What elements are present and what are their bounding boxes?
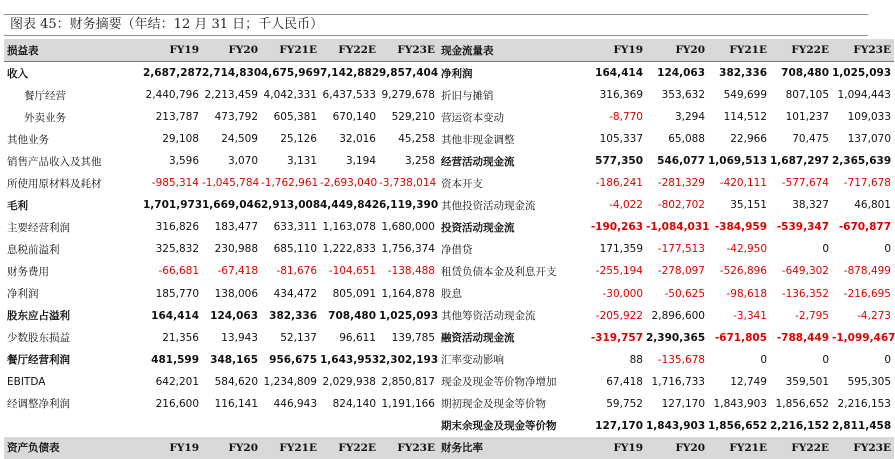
table-row — [438, 194, 894, 216]
row-value: 605,381 — [273, 111, 317, 124]
row-value: 348,165 — [210, 353, 258, 366]
row-value: 3,294 — [674, 111, 705, 124]
row-value: -2,693,040 — [320, 177, 378, 190]
section-title: 财务比率 — [438, 437, 584, 459]
row-value: 1,222,833 — [322, 243, 376, 256]
row-value — [320, 415, 379, 437]
table-row — [438, 62, 894, 85]
row-label: 销售产品收入及其他 — [7, 155, 102, 168]
row-value: -319,757 — [590, 331, 643, 344]
row-value: 1,716,733 — [651, 375, 705, 388]
row-value: 0 — [822, 353, 829, 366]
row-value: 0 — [884, 243, 891, 256]
row-value: 1,856,652 — [708, 419, 768, 432]
row-label: 现金及现金等价物净增加 — [441, 376, 557, 389]
row-value: 127,170 — [595, 419, 643, 432]
row-value: 2,440,796 — [145, 89, 199, 102]
row-value: 164,414 — [584, 62, 646, 85]
row-value: -4,022 — [609, 199, 643, 212]
row-value: 185,770 — [155, 287, 199, 300]
row-value: 2,687,287 — [143, 62, 202, 85]
row-value: 59,752 — [606, 397, 643, 410]
row-value: 1,687,297 — [770, 155, 830, 168]
table-row — [438, 260, 894, 282]
column-header: FY21E — [708, 39, 770, 62]
row-label: 其他非现金调整 — [441, 133, 515, 146]
row-value: -3,341 — [733, 309, 767, 322]
table-row — [438, 393, 894, 415]
row-value — [379, 415, 438, 437]
column-header: FY23E — [379, 437, 438, 459]
row-value: -788,449 — [776, 331, 829, 344]
column-header: FY22E — [770, 39, 832, 62]
row-value: 956,675 — [269, 353, 317, 366]
row-label: 其他筹资活动现金流 — [441, 310, 536, 323]
row-value: -420,111 — [719, 177, 767, 190]
row-value: 3,194 — [345, 155, 376, 168]
row-label: 收入 — [4, 62, 143, 85]
row-value: 9,857,404 — [379, 62, 438, 85]
row-value: 325,832 — [155, 243, 199, 256]
row-value: -1,099,467 — [832, 331, 895, 344]
cash-flow-table — [438, 39, 894, 459]
row-value: 633,311 — [273, 221, 317, 234]
row-value: -50,625 — [664, 287, 705, 300]
row-value: 137,070 — [847, 133, 891, 146]
row-value: 446,943 — [273, 397, 317, 410]
row-label — [4, 415, 143, 437]
row-label: 股息 — [441, 288, 462, 301]
table-row — [438, 415, 894, 437]
row-value: 1,843,903 — [646, 419, 706, 432]
row-label: 经营活动现金流 — [441, 155, 515, 168]
row-value: 2,913,008 — [261, 199, 321, 212]
row-label: 毛利 — [7, 199, 28, 212]
row-value: -526,896 — [719, 265, 767, 278]
row-label: 资本开支 — [441, 177, 483, 190]
row-value: 25,126 — [280, 133, 317, 146]
row-value: -278,097 — [657, 265, 705, 278]
row-label: 主要经营利润 — [7, 221, 70, 234]
row-value: 0 — [760, 353, 767, 366]
table-row — [438, 128, 894, 150]
table-row — [4, 327, 438, 349]
row-label: 净利润 — [438, 62, 584, 85]
row-value: 67,418 — [606, 375, 643, 388]
row-value: 353,632 — [661, 89, 705, 102]
row-value: 1,669,046 — [202, 199, 262, 212]
column-header: FY20 — [646, 437, 708, 459]
table-row — [4, 371, 438, 393]
row-label: 所使用原材料及耗材 — [7, 177, 102, 190]
row-value: 21,356 — [162, 331, 199, 344]
row-value: 473,792 — [214, 111, 258, 124]
table-row — [4, 216, 438, 238]
row-value: -67,418 — [217, 265, 258, 278]
table-row — [4, 415, 438, 437]
row-value: 138,006 — [214, 287, 258, 300]
row-value: -81,676 — [276, 265, 317, 278]
row-value: 124,063 — [646, 62, 708, 85]
row-value: 546,077 — [657, 155, 705, 168]
row-value: 2,216,153 — [837, 397, 891, 410]
row-value: 1,094,443 — [837, 89, 891, 102]
row-value: 382,336 — [708, 62, 770, 85]
row-label: 外卖业务 — [24, 111, 66, 124]
row-label: 餐厅经营利润 — [7, 354, 70, 367]
column-header: FY22E — [770, 437, 832, 459]
table-row — [438, 283, 894, 305]
table-row — [438, 172, 894, 194]
row-value: 0 — [884, 353, 891, 366]
row-value: 434,472 — [273, 287, 317, 300]
row-value: 35,151 — [730, 199, 767, 212]
row-value: 359,501 — [785, 375, 829, 388]
row-value: -802,702 — [657, 199, 705, 212]
row-value: -1,084,031 — [646, 221, 710, 234]
row-value: 670,140 — [332, 111, 376, 124]
row-value: 0 — [822, 243, 829, 256]
row-label: 经调整净利润 — [7, 398, 70, 411]
column-header: FY19 — [584, 437, 646, 459]
row-value: 2,850,817 — [381, 375, 435, 388]
row-value: 642,201 — [155, 375, 199, 388]
column-header: FY22E — [320, 39, 379, 62]
row-label: 股东应占溢利 — [7, 310, 70, 323]
row-value: 29,108 — [162, 133, 199, 146]
row-label: 租赁负债本金及利息开支 — [441, 265, 557, 278]
row-value: -66,681 — [158, 265, 199, 278]
row-label: 其他业务 — [7, 133, 49, 146]
row-value: 1,191,166 — [381, 397, 435, 410]
row-value — [143, 415, 202, 437]
row-value: -539,347 — [776, 221, 829, 234]
row-value: 32,016 — [339, 133, 376, 146]
row-label: 期初现金及现金等价物 — [441, 398, 546, 411]
row-value: -138,488 — [387, 265, 435, 278]
row-value: 549,699 — [723, 89, 767, 102]
table-row — [438, 150, 894, 172]
row-value: 2,302,193 — [379, 353, 439, 366]
table-header — [4, 39, 438, 62]
table-row — [4, 106, 438, 128]
table-row — [4, 172, 438, 194]
table-row — [438, 349, 894, 371]
row-value: 2,213,459 — [204, 89, 258, 102]
column-header: FY21E — [261, 437, 320, 459]
row-value: -3,738,014 — [379, 177, 437, 190]
row-value: 105,337 — [599, 133, 643, 146]
row-label: 投资活动现金流 — [441, 221, 515, 234]
row-value: 3,596 — [168, 155, 199, 168]
row-value: -878,499 — [843, 265, 891, 278]
row-value: 114,512 — [723, 111, 767, 124]
row-value: -1,045,784 — [202, 177, 260, 190]
column-header: FY21E — [261, 39, 320, 62]
column-header: FY23E — [379, 39, 438, 62]
row-value: 2,811,458 — [832, 419, 892, 432]
row-value: 805,091 — [332, 287, 376, 300]
row-value: 22,966 — [730, 133, 767, 146]
table-row — [4, 393, 438, 415]
table-row — [438, 84, 894, 106]
row-value: -104,651 — [328, 265, 376, 278]
row-value: -2,795 — [795, 309, 829, 322]
row-value: 124,063 — [210, 309, 258, 322]
table-row — [438, 216, 894, 238]
row-value: 595,305 — [847, 375, 891, 388]
row-value: 1,164,878 — [381, 287, 435, 300]
row-value: 807,105 — [785, 89, 829, 102]
section-title: 现金流量表 — [438, 39, 584, 62]
table-row — [4, 349, 438, 371]
row-value: 3,258 — [404, 155, 435, 168]
row-label: 汇率变动影响 — [441, 354, 504, 367]
row-value: 116,141 — [214, 397, 258, 410]
row-value: 13,943 — [221, 331, 258, 344]
table-row — [4, 260, 438, 282]
row-value: 1,025,093 — [379, 309, 439, 322]
row-value: 316,369 — [599, 89, 643, 102]
row-label: 期末余现金及现金等价物 — [441, 420, 557, 433]
row-value: -42,950 — [726, 243, 767, 256]
row-label: EBITDA — [7, 375, 46, 388]
row-value: 4,449,842 — [320, 199, 380, 212]
row-value: 88 — [629, 353, 643, 366]
row-label: 少数股东损益 — [7, 332, 70, 345]
row-value: -384,959 — [714, 221, 767, 234]
row-label: 营运资本变动 — [441, 111, 504, 124]
table-row — [4, 238, 438, 260]
table-row — [4, 283, 438, 305]
row-value: -205,922 — [595, 309, 643, 322]
row-value: 1,069,513 — [708, 155, 768, 168]
figure-title: 图表 45：财务摘要（年结：12 月 31 日；千人民币） — [4, 14, 868, 36]
row-label: 息税前溢利 — [7, 243, 60, 256]
row-value: 52,137 — [280, 331, 317, 344]
section-title: 资产负债表 — [4, 437, 143, 459]
row-value: 2,390,365 — [646, 331, 706, 344]
row-value: 6,437,533 — [322, 89, 376, 102]
row-label: 融资活动现金流 — [441, 332, 515, 345]
financial-summary — [4, 39, 895, 459]
row-value — [261, 415, 320, 437]
table-row — [438, 371, 894, 393]
row-value: -136,352 — [781, 287, 829, 300]
row-value: 96,611 — [339, 331, 376, 344]
row-value: 38,327 — [792, 199, 829, 212]
row-value: -135,678 — [657, 353, 705, 366]
row-value: 2,714,830 — [202, 62, 261, 85]
row-value: -30,000 — [602, 287, 643, 300]
column-header: FY20 — [202, 437, 261, 459]
row-value: 2,365,639 — [832, 155, 892, 168]
section-title: 损益表 — [4, 39, 143, 62]
row-value: 164,414 — [151, 309, 199, 322]
row-value: -717,678 — [843, 177, 891, 190]
row-value: 1,701,973 — [143, 199, 203, 212]
column-header: FY19 — [143, 437, 202, 459]
row-value: 584,620 — [214, 375, 258, 388]
row-value: -186,241 — [595, 177, 643, 190]
column-header: FY21E — [708, 437, 770, 459]
row-value: 1,234,809 — [263, 375, 317, 388]
row-value: 1,163,078 — [322, 221, 376, 234]
row-value: 7,142,882 — [320, 62, 379, 85]
row-value: 708,480 — [328, 309, 376, 322]
income-statement-table — [4, 39, 438, 459]
row-value: 3,070 — [227, 155, 258, 168]
column-header: FY23E — [832, 39, 894, 62]
table-row — [4, 194, 438, 216]
row-value: 24,509 — [221, 133, 258, 146]
table-row — [4, 150, 438, 172]
table-row — [4, 128, 438, 150]
row-label: 净利润 — [7, 288, 39, 301]
row-value: 6,119,390 — [379, 199, 439, 212]
row-value: 216,600 — [155, 397, 199, 410]
table-row — [438, 238, 894, 260]
row-value: 1,756,374 — [381, 243, 435, 256]
row-value: -649,302 — [781, 265, 829, 278]
row-value: 3,131 — [286, 155, 317, 168]
column-header: FY22E — [320, 437, 379, 459]
row-value: 316,826 — [155, 221, 199, 234]
row-value: -671,805 — [714, 331, 767, 344]
table-row — [438, 327, 894, 349]
table-row — [4, 305, 438, 327]
row-value: 45,258 — [398, 133, 435, 146]
row-value: 9,279,678 — [381, 89, 435, 102]
row-value: -985,314 — [151, 177, 199, 190]
next-section-header — [4, 437, 438, 459]
row-value: 2,029,938 — [322, 375, 376, 388]
row-value: -190,263 — [590, 221, 643, 234]
row-value: 101,237 — [785, 111, 829, 124]
row-value: 2,216,152 — [770, 419, 830, 432]
column-header: FY20 — [646, 39, 708, 62]
row-value: 183,477 — [214, 221, 258, 234]
row-value: 1,025,093 — [832, 62, 894, 85]
table-row — [438, 106, 894, 128]
row-value: -255,194 — [595, 265, 643, 278]
row-value: 1,643,953 — [320, 353, 380, 366]
table-row — [438, 305, 894, 327]
row-value: 708,480 — [770, 62, 832, 85]
row-value: 46,801 — [854, 199, 891, 212]
row-value: 1,843,903 — [713, 397, 767, 410]
row-value: 70,475 — [792, 133, 829, 146]
row-value: -670,877 — [838, 221, 891, 234]
row-value: 4,675,969 — [261, 62, 320, 85]
table-row — [4, 62, 438, 85]
row-label: 其他投资活动现金流 — [441, 199, 536, 212]
column-header: FY19 — [584, 39, 646, 62]
table-row — [4, 84, 438, 106]
row-value: 171,359 — [599, 243, 643, 256]
row-value: -281,329 — [657, 177, 705, 190]
row-value: 2,896,600 — [651, 309, 705, 322]
row-value: -1,762,961 — [261, 177, 319, 190]
row-value: 230,988 — [214, 243, 258, 256]
row-value: -177,513 — [657, 243, 705, 256]
row-value: 382,336 — [269, 309, 317, 322]
column-header: FY19 — [143, 39, 202, 62]
row-value: -98,618 — [726, 287, 767, 300]
row-value: 213,787 — [155, 111, 199, 124]
table-header — [438, 39, 894, 62]
row-value: 685,110 — [273, 243, 317, 256]
column-header: FY23E — [832, 437, 894, 459]
row-label: 餐厅经营 — [24, 89, 66, 102]
row-value: 127,170 — [661, 397, 705, 410]
row-value: -4,273 — [857, 309, 891, 322]
column-header: FY20 — [202, 39, 261, 62]
row-value: -577,674 — [781, 177, 829, 190]
row-value: 481,599 — [151, 353, 199, 366]
row-value: 109,033 — [847, 111, 891, 124]
row-value: 1,856,652 — [775, 397, 829, 410]
row-label: 折旧与摊销 — [441, 89, 494, 102]
row-label: 财务费用 — [7, 265, 49, 278]
row-value: 824,140 — [332, 397, 376, 410]
row-value — [202, 415, 261, 437]
row-value: 4,042,331 — [263, 89, 317, 102]
row-label: 净借贷 — [441, 243, 473, 256]
row-value: 12,749 — [730, 375, 767, 388]
row-value: -216,695 — [843, 287, 891, 300]
row-value: -8,770 — [609, 111, 643, 124]
row-value: 577,350 — [595, 155, 643, 168]
row-value: 1,680,000 — [381, 221, 435, 234]
row-value: 529,210 — [391, 111, 435, 124]
row-value: 65,088 — [668, 133, 705, 146]
row-value: 139,785 — [391, 331, 435, 344]
next-section-header — [438, 437, 894, 459]
